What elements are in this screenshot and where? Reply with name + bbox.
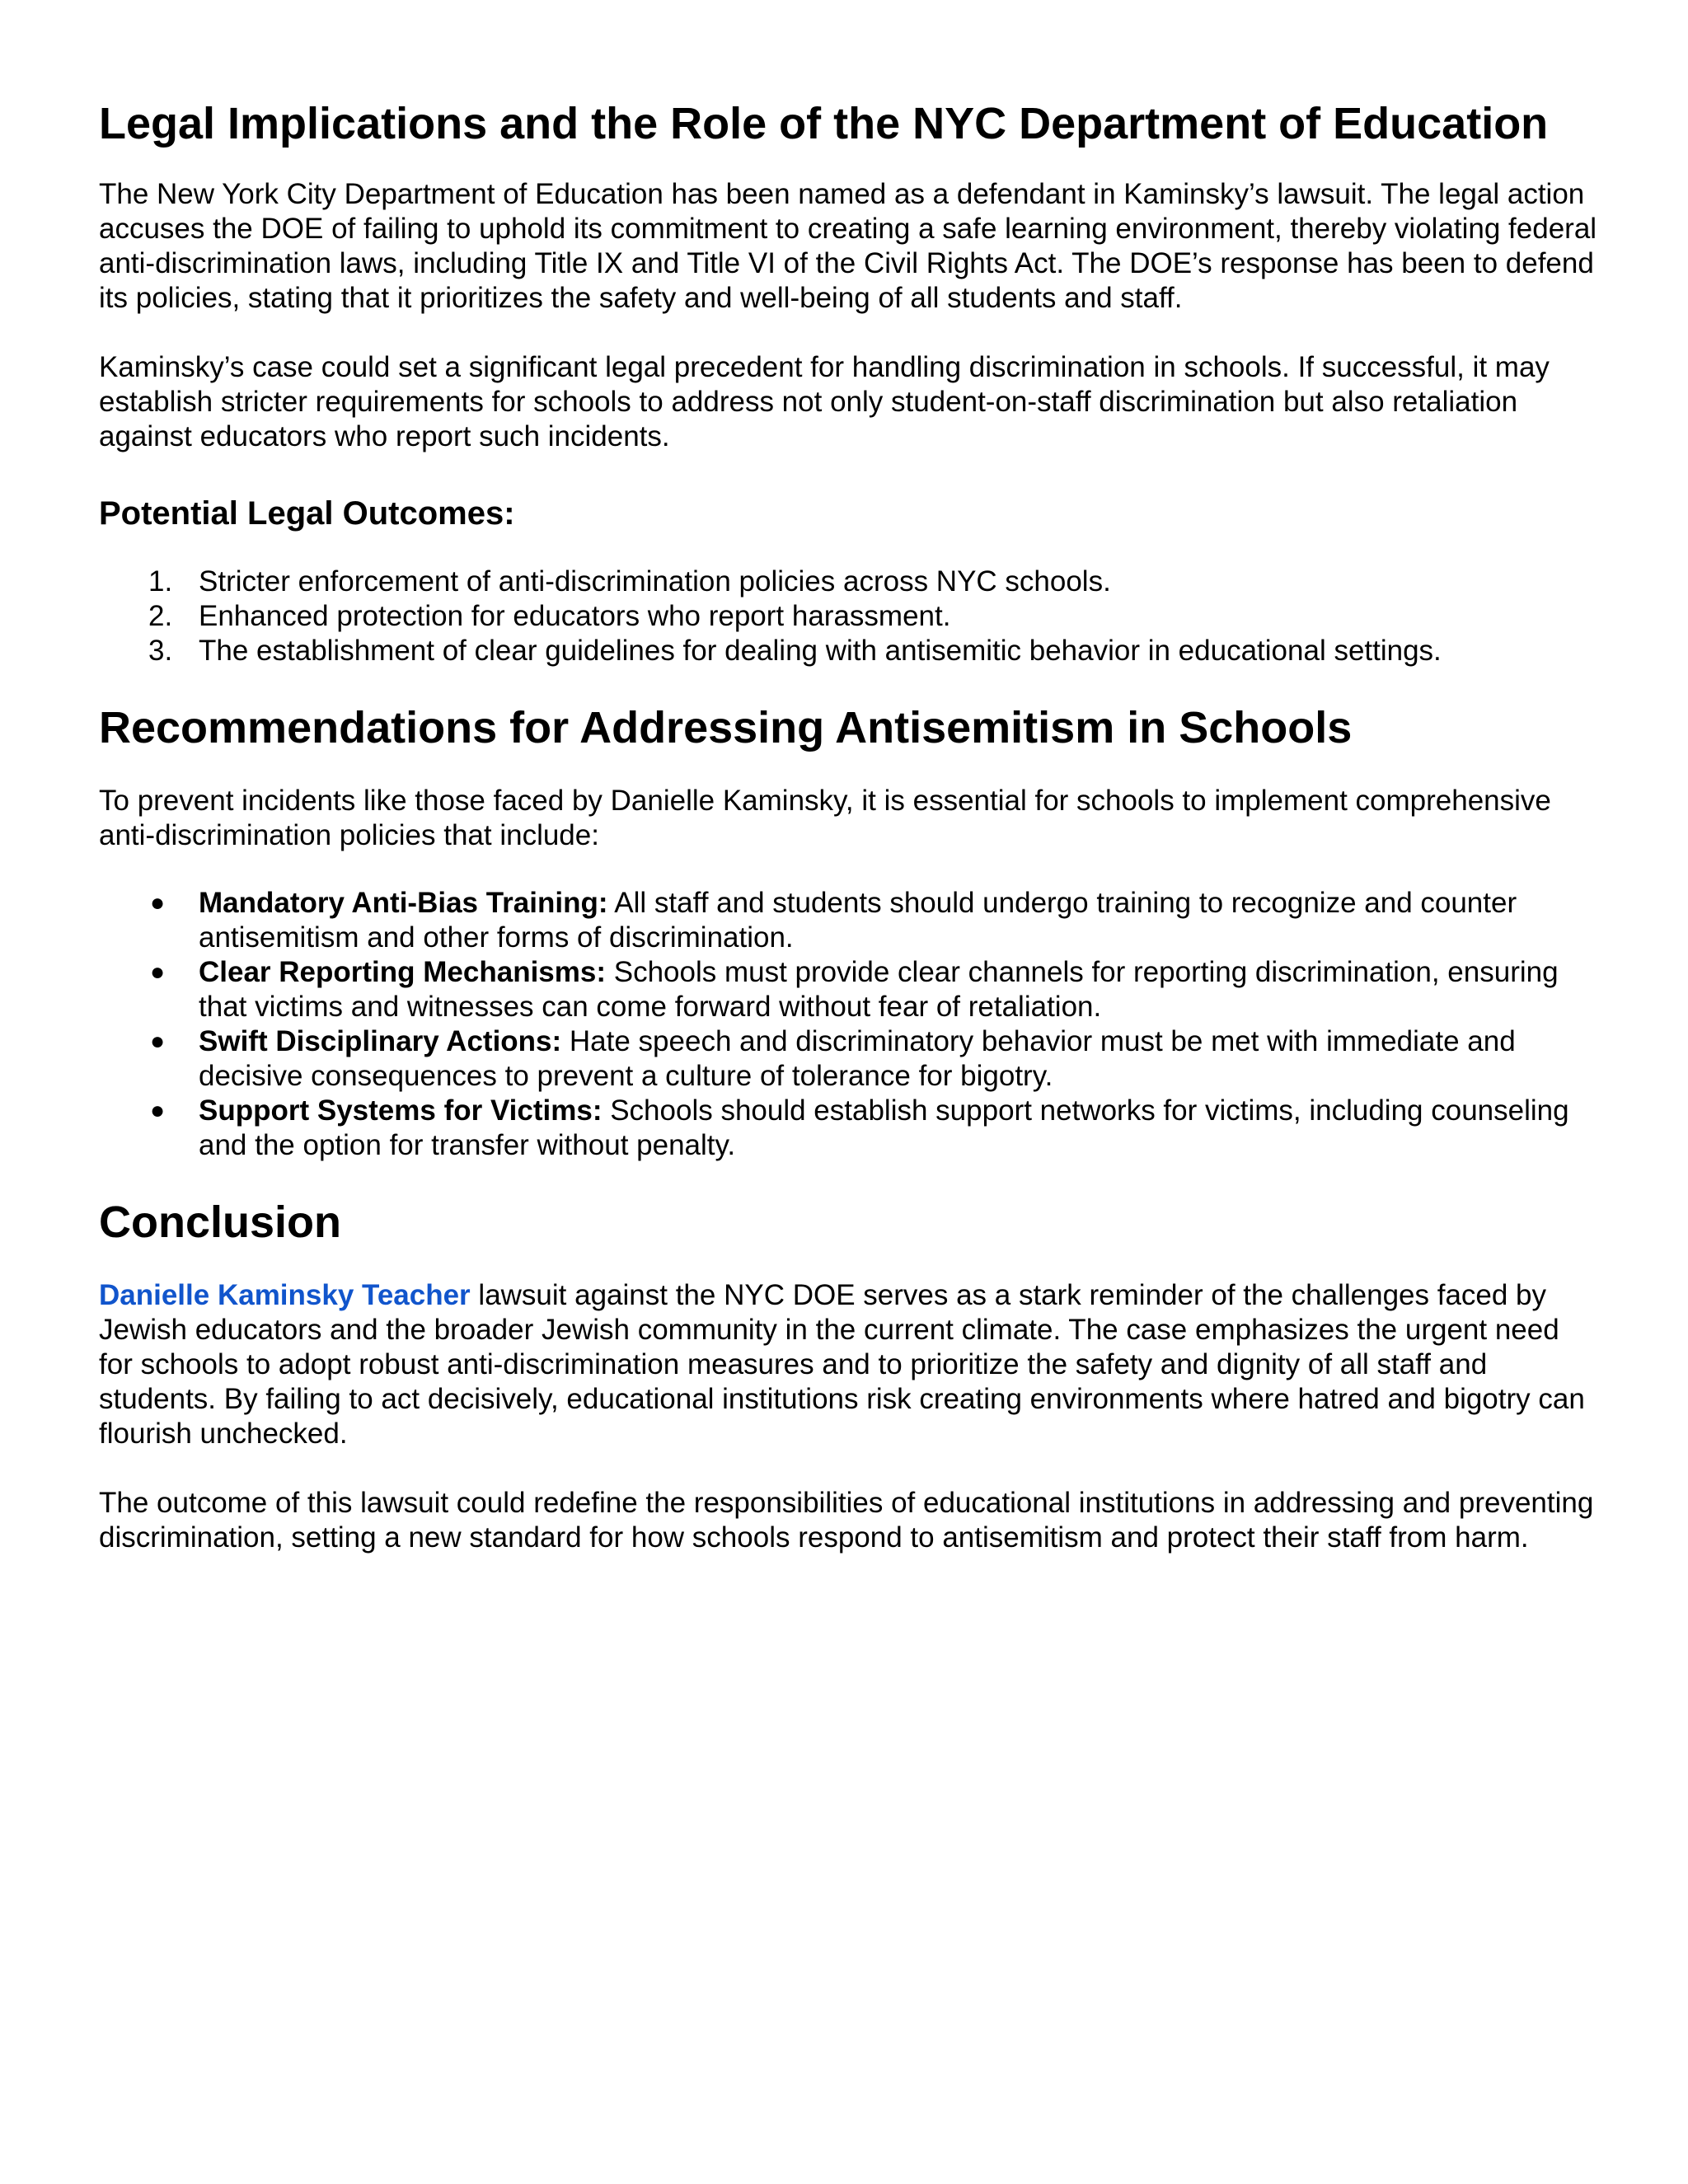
list-item-title: Swift Disciplinary Actions:: [199, 1025, 562, 1057]
bullet-icon: ●: [150, 958, 166, 986]
section-heading-conclusion: Conclusion: [99, 1197, 341, 1247]
list-item-text: Hate speech and discriminatory behavior must be met with immediate and decisive consequences to prevent a culture of tolerance for bigotry.: [199, 1025, 1516, 1092]
bullet-icon: ●: [150, 889, 166, 916]
list-item-text: The establishment of clear guidelines for dealing with antisemitic behavior in educational settings.: [199, 635, 1442, 667]
outcomes-subheading: Potential Legal Outcomes:: [99, 495, 515, 532]
list-number: 2.: [148, 600, 173, 632]
list-item-title: Support Systems for Victims:: [199, 1094, 603, 1127]
section-heading-recommendations: Recommendations for Addressing Antisemitism in Schools: [99, 703, 1353, 752]
list-item: [99, 1024, 1599, 1094]
conclusion-paragraph-2: The outcome of this lawsuit could redefine the responsibilities of educational institutions in addressing and preventing discrimination, setting a new standard for how schools respond to antisemitism and protect their staff from harm.: [99, 1487, 1594, 1554]
list-number: 3.: [148, 635, 173, 667]
bullet-icon: ●: [150, 1097, 166, 1124]
recommendations-list: [99, 886, 1599, 1163]
list-item: [99, 599, 1599, 634]
list-item-title: Mandatory Anti-Bias Training:: [199, 887, 608, 919]
list-item-text: Stricter enforcement of anti-discrimination policies across NYC schools.: [199, 565, 1111, 598]
list-item: [99, 886, 1599, 955]
recommendations-intro: To prevent incidents like those faced by Danielle Kaminsky, it is essential for schools to implement comprehensive anti-discrimination policies that include:: [99, 785, 1551, 851]
legal-paragraph-2: Kaminsky’s case could set a significant legal precedent for handling discrimination in schools. If successful, it may establish stricter requirements for schools to address not only student-on-staff discrimination but also retaliation against educators who report such incidents.: [99, 351, 1550, 452]
list-item-title: Clear Reporting Mechanisms:: [199, 956, 606, 988]
danielle-kaminsky-teacher-link[interactable]: Danielle Kaminsky Teacher: [99, 1279, 471, 1311]
bullet-icon: ●: [150, 1028, 166, 1055]
list-item: [99, 634, 1599, 668]
list-item-text: Schools should establish support networks for victims, including counseling and the option for transfer without penalty.: [199, 1094, 1569, 1161]
list-item: [99, 565, 1599, 599]
list-item: [99, 955, 1599, 1024]
list-number: 1.: [148, 565, 173, 598]
list-item-text: Enhanced protection for educators who report harassment.: [199, 600, 951, 632]
conclusion-paragraph-1: [99, 1278, 1599, 1451]
conclusion-paragraph-1-text: lawsuit against the NYC DOE serves as a stark reminder of the challenges faced by Jewish educators and the broader Jewish community in the current climate. The case emphasizes the urgent need for schools to adopt robust anti-discrimination measures and to prioritize the safety and dignity of all staff and students. By failing to act decisively, educational institutions risk creating environments where hatred and bigotry can flourish unchecked.: [99, 1279, 1585, 1450]
list-item-text: All staff and students should undergo training to recognize and counter antisemitism and other forms of discrimination.: [199, 887, 1517, 954]
list-item-text: Schools must provide clear channels for reporting discrimination, ensuring that victims and witnesses can come forward without fear of retaliation.: [199, 956, 1559, 1023]
list-item: [99, 1094, 1599, 1163]
outcomes-list: [99, 565, 1599, 668]
document-page: [99, 97, 1599, 1555]
legal-paragraph-1: The New York City Department of Education has been named as a defendant in Kaminsky’s lawsuit. The legal action accuses the DOE of failing to uphold its commitment to creating a safe learning environment, thereby violating federal anti-discrimination laws, including Title IX and Title VI of the Civil Rights Act. The DOE’s response has been to defend its policies, stating that it prioritizes the safety and well-being of all students and staff.: [99, 178, 1597, 314]
section-heading-legal: Legal Implications and the Role of the NYC Department of Education: [99, 99, 1549, 148]
